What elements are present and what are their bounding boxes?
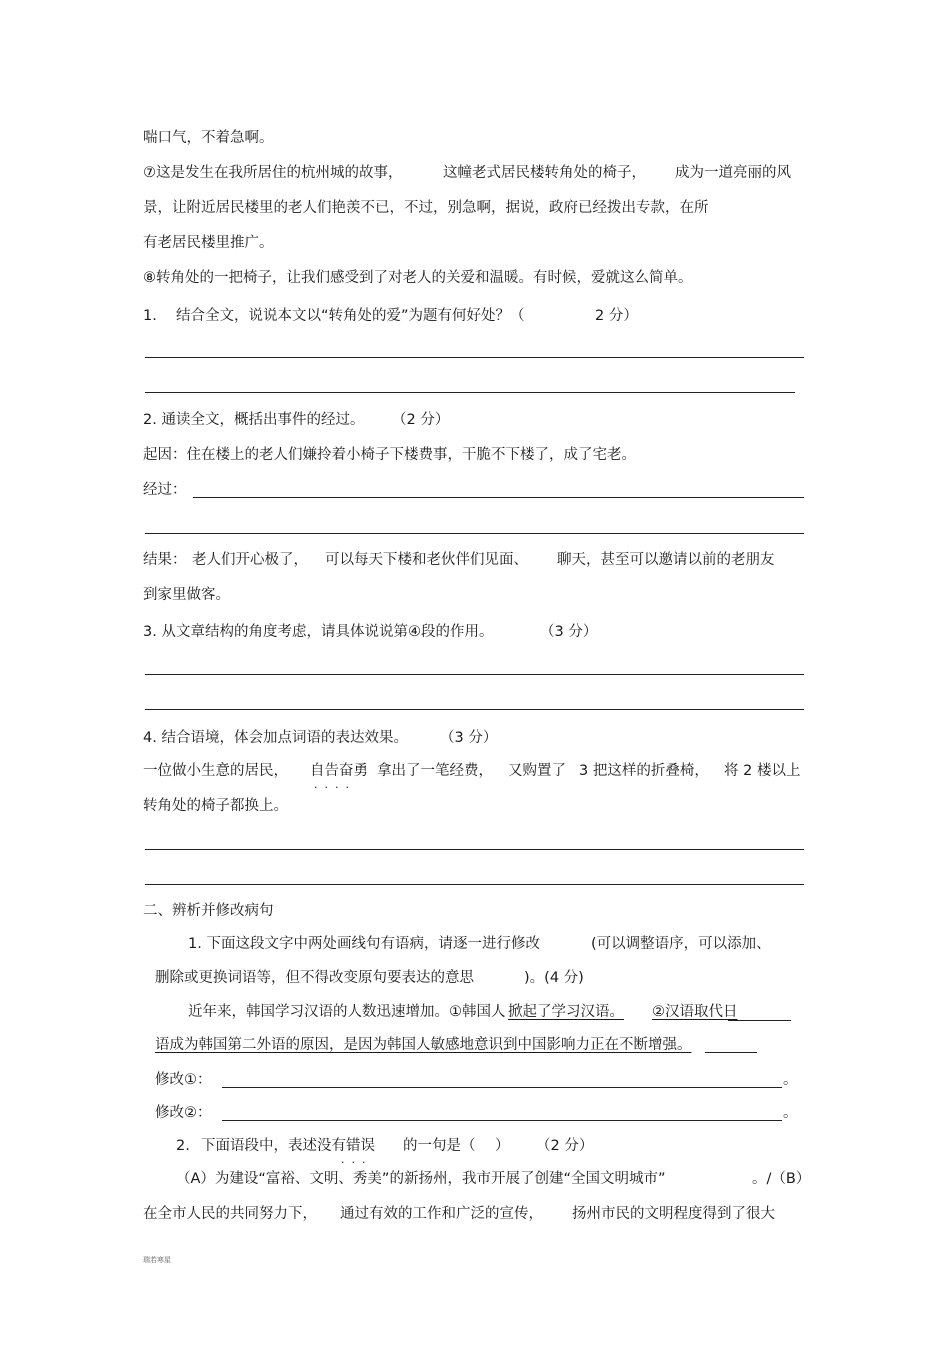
- emphasis-dots: ····: [314, 781, 356, 794]
- text-line: 在全市人民的共同努力下，: [143, 1206, 317, 1222]
- underlined-sentence: ②汉语取代日: [652, 1004, 738, 1020]
- question-text: 结合全文，说说本文以“转角处的爱”为题有何好处？（: [176, 308, 525, 324]
- answer-line[interactable]: [145, 533, 804, 534]
- question-text: 1. 下面这段文字中两处画线句有语病，请逐一进行修改: [188, 936, 540, 952]
- underline: [705, 1052, 757, 1053]
- footer-text: 瑞若寒星: [143, 1256, 171, 1264]
- question-score: （2 分）: [536, 1138, 594, 1154]
- question-text: (可以调整语序，可以添加、: [591, 936, 771, 952]
- text-line: 又购置了: [508, 763, 566, 779]
- text-line: 老人们开心极了，: [192, 552, 308, 568]
- question-text: ）: [495, 1138, 510, 1154]
- punctuation: 。: [783, 1105, 798, 1121]
- question-text: 2. 通读全文，概括出事件的经过。: [143, 412, 365, 428]
- text-line: 到家里做客。: [143, 587, 230, 603]
- text-line: 转角处的椅子都换上。: [143, 798, 288, 814]
- question-score: 2 分）: [595, 308, 638, 324]
- text-line: 起因：住在楼上的老人们嫌拎着小椅子下楼费事，干脆不下楼了，成了宅老。: [143, 447, 636, 463]
- underline: [728, 1020, 791, 1021]
- underlined-sentence: 掀起了学习汉语。: [508, 1004, 624, 1020]
- text-line: 拿出了一笔经费，: [377, 763, 493, 779]
- option-a: （A）为建设“富裕、文明、秀美”的新扬州，我市开展了创建“全国文明城市”: [176, 1171, 666, 1187]
- answer-label: 修改②：: [155, 1105, 212, 1121]
- text-line: 可以每天下楼和老伙伴们见面、: [325, 552, 528, 568]
- question-score: )。(4 分): [524, 970, 584, 986]
- question-score: （3 分）: [440, 730, 498, 746]
- text-line: ⑦这是发生在我所居住的杭州城的故事，: [143, 165, 403, 181]
- answer-line[interactable]: [145, 357, 804, 358]
- answer-label: 修改①：: [155, 1072, 212, 1088]
- answer-line[interactable]: [145, 674, 804, 675]
- underlined-sentence: 语成为韩国第二外语的原因，是因为韩国人敏感地意识到中国影响力正在不断增强。: [155, 1037, 692, 1053]
- answer-label: 经过：: [143, 482, 187, 498]
- text-line: 这幢老式居民楼转角处的椅子，: [443, 165, 646, 181]
- text-line: 扬州市民的文明程度得到了很大: [572, 1206, 775, 1222]
- text-line: 近年来，韩国学习汉语的人数迅速增加。①韩国人: [188, 1004, 506, 1020]
- question-number: 1.: [143, 308, 157, 324]
- question-text: 4. 结合语境，体会加点词语的表达效果。: [143, 730, 408, 746]
- text-line: 成为一道亮丽的风: [675, 165, 791, 181]
- text-line: 一位做小生意的居民，: [143, 763, 288, 779]
- answer-line[interactable]: [145, 884, 804, 885]
- text-line: 通过有效的工作和广泛的宣传，: [340, 1206, 543, 1222]
- question-text: 下面语段中，表述没有错误: [201, 1138, 375, 1154]
- question-score: （3 分）: [540, 624, 598, 640]
- question-text: 3. 从文章结构的角度考虑，请具体说说第④段的作用。: [143, 624, 494, 640]
- emphasized-word: 自告奋勇: [310, 763, 368, 779]
- question-score: （2 分）: [392, 412, 450, 428]
- punctuation: 。: [783, 1072, 798, 1088]
- text-line: ⑧转角处的一把椅子，让我们感受到了对老人的关爱和温暖。有时候，爱就这么简单。: [143, 270, 693, 286]
- text-line: 3 把这样的折叠椅，: [579, 763, 709, 779]
- option-b: 。/（B）: [752, 1171, 811, 1187]
- question-text: 删除或更换词语等，但不得改变原句要表达的意思: [155, 970, 474, 986]
- text-line: 将 2 楼以上: [724, 763, 801, 779]
- answer-line[interactable]: [145, 709, 804, 710]
- answer-line[interactable]: [145, 392, 795, 393]
- text-line: 喘口气，不着急啊。: [143, 130, 274, 146]
- question-text: 的一句是（: [403, 1138, 476, 1154]
- question-number: 2.: [176, 1138, 190, 1154]
- text-line: 有老居民楼里推广。: [143, 235, 274, 251]
- text-line: 聊天，甚至可以邀请以前的老朋友: [557, 552, 775, 568]
- emphasis-dots: ···: [341, 1156, 373, 1169]
- section-heading: 二、辨析并修改病句: [143, 903, 274, 919]
- answer-line[interactable]: [222, 1087, 782, 1088]
- answer-line[interactable]: [222, 1120, 782, 1121]
- text-line: 结果：: [143, 552, 187, 568]
- answer-line[interactable]: [193, 497, 804, 498]
- answer-line[interactable]: [145, 849, 804, 850]
- text-line: 景，让附近居民楼里的老人们艳羡不已，不过，别急啊，据说，政府已经拨出专款，在所: [143, 200, 709, 216]
